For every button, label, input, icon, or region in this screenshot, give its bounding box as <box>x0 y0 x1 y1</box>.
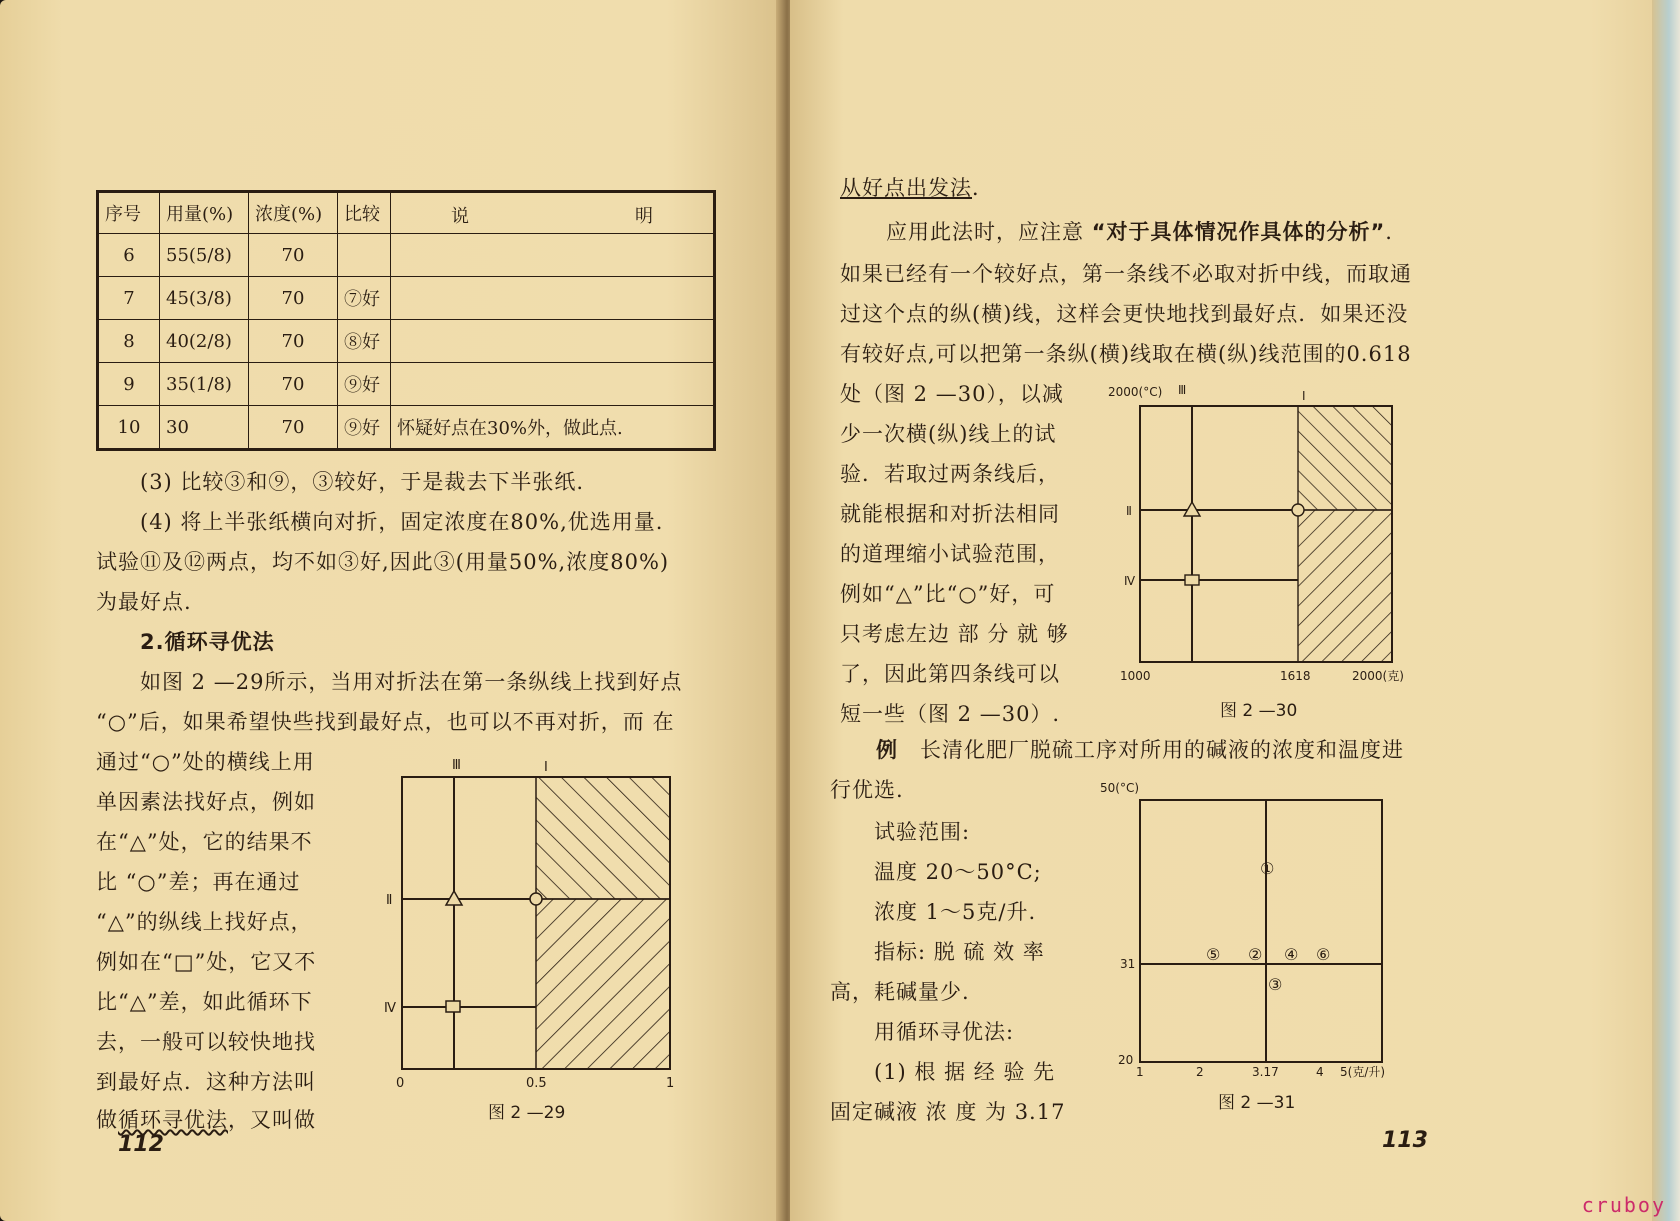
fig30-caption: 图 2 —30 <box>1220 701 1298 721</box>
experiment-table <box>96 190 716 451</box>
text-line: 在“△”处，它的结果不 <box>96 830 313 854</box>
text-line <box>840 168 994 208</box>
cell-cmp: ⑨好 <box>338 406 391 450</box>
cell-cmp: ⑨好 <box>338 363 391 406</box>
col-header-conc: 浓度(%) <box>249 192 338 234</box>
text-line: 了，因此第四条线可以 <box>840 662 1060 686</box>
fig29-label-ii: Ⅱ <box>386 893 393 908</box>
text-line: 过这个点的纵(横)线，这样会更快地找到最好点．如果还没 <box>840 302 1409 326</box>
text-line: 去，一般可以较快地找 <box>96 1030 316 1054</box>
fig29-label-iii: Ⅲ <box>452 758 461 773</box>
fig31-caption: 图 2 —31 <box>1218 1093 1296 1113</box>
page-number-right: 113 <box>1382 1128 1428 1153</box>
text-fragment: . <box>1385 220 1393 244</box>
text-line: 如图 2 —29所示，当用对折法在第一条纵线上找到好点 <box>140 670 683 694</box>
term-cyclic-optimization: 循环寻优法 <box>118 1108 228 1132</box>
text-line: “○”后，如果希望快些找到最好点，也可以不再对折，而 在 <box>96 710 675 734</box>
text-line: 行优选. <box>830 778 904 802</box>
cell-conc: 70 <box>249 277 338 320</box>
text-line: 试验⑪及⑫两点，均不如③好,因此③(用量50%,浓度80%) <box>96 550 670 574</box>
text-line: 例如在“□”处，它又不 <box>96 950 317 974</box>
cell-conc: 70 <box>249 363 338 406</box>
table-row <box>98 277 715 320</box>
cell-note <box>391 363 715 406</box>
table-row <box>98 363 715 406</box>
fig30-tick: 1000 <box>1120 669 1151 683</box>
fig31-point: ① <box>1260 859 1275 878</box>
fig29-tick: 0.5 <box>526 1076 547 1091</box>
fig31-y-top: 50(°C) <box>1100 781 1140 795</box>
square-marker-icon <box>446 1001 460 1012</box>
text-line: 到最好点．这种方法叫 <box>96 1070 316 1094</box>
fig30-label-ii: Ⅱ <box>1126 504 1132 518</box>
fig31-tick: 5(克/升) <box>1340 1065 1386 1078</box>
cell-note <box>391 277 715 320</box>
quoted-emphasis: “对于具体情况作具体的分析” <box>1091 220 1386 244</box>
fig31-frame <box>1140 800 1382 1062</box>
text-line: 例如“△”比“○”好，可 <box>840 582 1056 606</box>
fig29-hatched-lower <box>536 899 670 1069</box>
fig31-point: ④ <box>1284 945 1299 964</box>
text-line: 为最好点. <box>96 590 192 614</box>
text-line: 试验范围: <box>874 820 971 844</box>
text-line: 用循环寻优法: <box>874 1020 1015 1044</box>
table-row <box>98 406 715 450</box>
fig30-tick: 2000(克) <box>1352 669 1404 683</box>
text-fragment: 应用此法时，应注意 <box>886 220 1092 244</box>
cell-conc: 70 <box>249 320 338 363</box>
cell-no: 6 <box>98 234 160 277</box>
square-marker-icon <box>1185 575 1199 585</box>
fig29-label-iv: Ⅳ <box>384 1001 396 1016</box>
text-line: 比 “○”差；再在通过 <box>96 870 301 894</box>
fig30-label-i: Ⅰ <box>1302 389 1306 403</box>
fig31-tick: 1 <box>1136 1065 1144 1078</box>
col-header-note-a: 说 <box>451 206 469 227</box>
text-line: “△”的纵线上找好点， <box>96 910 313 934</box>
cell-cmp <box>338 234 391 277</box>
text-line: (3) 比较③和⑨，③较好，于是裁去下半张纸. <box>140 470 585 494</box>
cell-no: 9 <box>98 363 160 406</box>
col-header-cmp: 比较 <box>338 192 391 234</box>
text-fragment: 做 <box>96 1108 118 1132</box>
col-header-note-b: 明 <box>635 206 653 227</box>
text-line <box>886 212 1393 252</box>
cell-conc: 70 <box>249 406 338 450</box>
fig31-y-bottom: 20 <box>1118 1053 1134 1067</box>
text-line: (4) 将上半张纸横向对折，固定浓度在80%,优选用量. <box>140 510 664 534</box>
text-fragment: 长清化肥厂脱硫工序对所用的碱液的浓度和温度进 <box>920 738 1404 762</box>
text-line: 固定碱液 浓 度 为 3.17 <box>830 1100 1066 1124</box>
text-line: 如果已经有一个较好点，第一条线不必取对折中线，而取通 <box>840 262 1412 286</box>
text-line: (1) 根 据 经 验 先 <box>874 1060 1056 1084</box>
text-line <box>876 730 1404 770</box>
fig31-tick: 3.17 <box>1252 1065 1279 1078</box>
text-line: 处（图 2 —30），以减 <box>840 382 1064 406</box>
fig29-tick: 1 <box>666 1076 675 1091</box>
text-line: 浓度 1～5克/升. <box>874 900 1037 924</box>
page-number-left: 112 <box>118 1132 164 1157</box>
fig29-hatched-upper <box>536 777 670 899</box>
figure-2-29 <box>380 755 700 1095</box>
cell-amount: 55(5/8) <box>160 234 249 277</box>
table-header-row <box>98 192 715 234</box>
text-line: 指标: 脱 硫 效 率 <box>874 940 1045 964</box>
cell-cmp: ⑦好 <box>338 277 391 320</box>
cell-amount: 45(3/8) <box>160 277 249 320</box>
table-row <box>98 234 715 277</box>
text-line: 验．若取过两条线后， <box>840 462 1060 486</box>
text-line: 就能根据和对折法相同 <box>840 502 1060 526</box>
fig31-point: ② <box>1248 945 1263 964</box>
text-line: 有较好点,可以把第一条纵(横)线取在横(纵)线范围的0.618 <box>840 342 1412 366</box>
cell-no: 7 <box>98 277 160 320</box>
cell-note <box>391 234 715 277</box>
text-line: 单因素法找好点，例如 <box>96 790 316 814</box>
circle-marker-icon <box>530 893 542 905</box>
table-row <box>98 320 715 363</box>
fig30-hatched-lower <box>1298 510 1392 662</box>
fig31-point: ⑥ <box>1316 945 1331 964</box>
cell-note: 怀疑好点在30%外，做此点. <box>391 406 715 450</box>
fig30-hatched-upper <box>1298 406 1392 510</box>
term-start-from-good-point: 从好点出发法 <box>840 176 972 200</box>
fig31-tick: 2 <box>1196 1065 1204 1078</box>
fig30-label-iii: Ⅲ <box>1178 383 1187 397</box>
fig31-point: ③ <box>1268 975 1283 994</box>
fig30-tick: 1618 <box>1280 669 1311 683</box>
text-line: 少一次横(纵)线上的试 <box>840 422 1057 446</box>
right-page <box>790 0 1680 1221</box>
cell-amount: 40(2/8) <box>160 320 249 363</box>
text-fragment: ，又叫做 <box>228 1108 316 1132</box>
cell-amount: 30 <box>160 406 249 450</box>
page-edges <box>1652 0 1680 1221</box>
text-line: 只考虑左边 部 分 就 够 <box>840 622 1069 646</box>
fig30-label-iv: Ⅳ <box>1124 574 1136 588</box>
text-line: 通过“○”处的横线上用 <box>96 750 315 774</box>
watermark: cruboy <box>1581 1193 1666 1217</box>
cell-note <box>391 320 715 363</box>
text-line: 的道理缩小试验范围， <box>840 542 1060 566</box>
text-line: 高，耗碱量少. <box>830 980 970 1004</box>
text-line: 短一些（图 2 —30）. <box>840 702 1061 726</box>
text-line: 比“△”差，如此循环下 <box>96 990 313 1014</box>
fig30-y-top: 2000(°C) <box>1108 385 1163 399</box>
cell-cmp: ⑧好 <box>338 320 391 363</box>
figure-2-31 <box>1100 778 1400 1078</box>
text-line: 温度 20～50°C; <box>874 860 1042 884</box>
circle-marker-icon <box>1292 504 1304 516</box>
fig31-tick: 4 <box>1316 1065 1324 1078</box>
fig31-point: ⑤ <box>1206 945 1221 964</box>
fig29-tick: 0 <box>396 1076 405 1091</box>
cell-no: 10 <box>98 406 160 450</box>
left-page <box>0 0 785 1221</box>
col-header-note <box>391 192 715 234</box>
cell-no: 8 <box>98 320 160 363</box>
cell-conc: 70 <box>249 234 338 277</box>
section-heading: 2.循环寻优法 <box>140 630 275 654</box>
fig29-label-i: Ⅰ <box>544 760 548 775</box>
figure-2-30 <box>1108 380 1408 690</box>
text-fragment: ． <box>972 176 994 200</box>
col-header-no: 序号 <box>98 192 160 234</box>
fig29-caption: 图 2 —29 <box>488 1103 566 1123</box>
col-header-amount: 用量(%) <box>160 192 249 234</box>
example-label: 例 <box>876 738 898 762</box>
fig31-y-mid: 31 <box>1120 957 1136 971</box>
cell-amount: 35(1/8) <box>160 363 249 406</box>
